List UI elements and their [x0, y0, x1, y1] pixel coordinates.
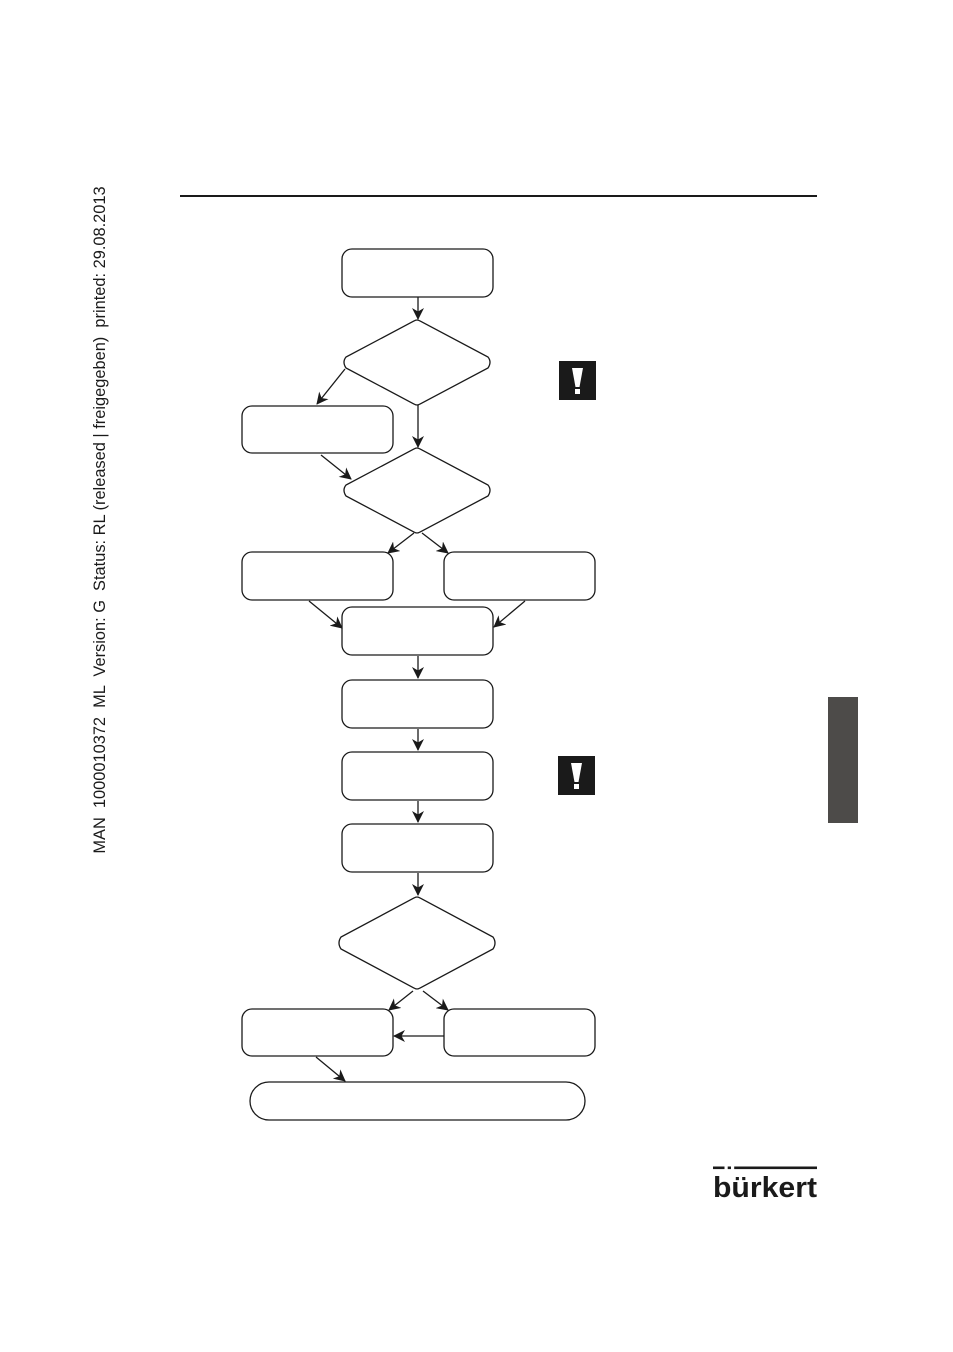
- connector: [388, 533, 414, 553]
- exclamation-warning-icon: [558, 756, 595, 795]
- connector: [422, 533, 448, 553]
- flow-step-7: [342, 824, 493, 872]
- connector: [389, 991, 413, 1010]
- flow-step-left-3: [242, 1009, 393, 1056]
- connector: [317, 369, 345, 404]
- flow-step-merge: [342, 607, 493, 655]
- connector: [321, 455, 351, 479]
- exclamation-warning-icon: [559, 361, 596, 400]
- flow-step-5: [342, 680, 493, 728]
- burkert-logo: [713, 1166, 817, 1200]
- flow-decision-1: [344, 320, 490, 405]
- svg-text:bürkert: bürkert: [713, 1172, 817, 1200]
- connector: [316, 1057, 345, 1081]
- connector: [423, 991, 448, 1010]
- flow-step-6: [342, 752, 493, 800]
- flow-step-left-2: [242, 552, 393, 600]
- flow-step-end: [250, 1082, 585, 1120]
- flow-step-right-3: [444, 1009, 595, 1056]
- document-id-vertical-text: MAN 1000010372 ML Version: G Status: RL (released | freigegeben) printed: 29.08.2013: [91, 186, 109, 854]
- flow-decision-2: [344, 448, 490, 533]
- flow-decision-3: [339, 897, 495, 989]
- flow-step-left-1: [242, 406, 393, 453]
- flow-step-start: [342, 249, 493, 297]
- connector: [494, 601, 525, 627]
- connector: [309, 601, 342, 628]
- flow-step-right-2: [444, 552, 595, 600]
